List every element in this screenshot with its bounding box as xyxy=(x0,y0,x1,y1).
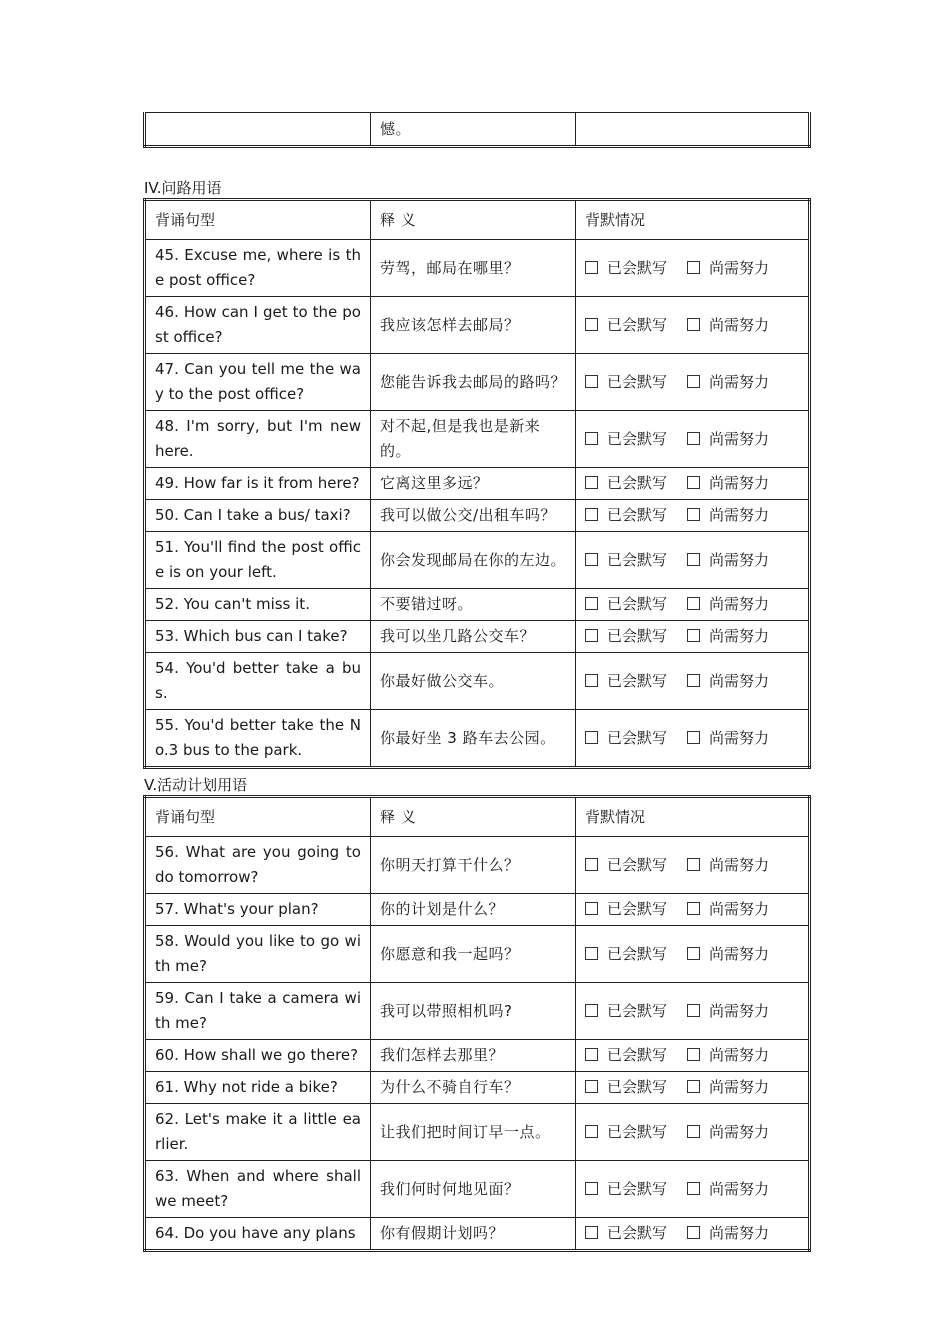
todo-checkbox[interactable] xyxy=(687,1080,700,1093)
status-cell xyxy=(576,1104,810,1161)
todo-option-label: 尚需努力 xyxy=(709,944,770,963)
done-checkbox[interactable] xyxy=(585,508,598,521)
status-cell xyxy=(576,837,810,894)
sentence-cell: 52. You can't miss it. xyxy=(145,589,371,621)
meaning-cell: 你愿意和我一起吗？ xyxy=(371,926,576,983)
todo-option-label: 尚需努力 xyxy=(709,474,770,492)
sentence-cell: 55. You'd better take the No.3 bus to the park. xyxy=(145,710,371,768)
done-option-label: 已会默写 xyxy=(607,1001,668,1020)
sentence-cell: 58. Would you like to go with me? xyxy=(145,926,371,983)
status-cell xyxy=(576,500,810,532)
todo-option-label: 尚需努力 xyxy=(709,506,770,524)
done-option-label: 已会默写 xyxy=(607,315,668,334)
done-option-label: 已会默写 xyxy=(607,258,668,277)
todo-checkbox[interactable] xyxy=(687,902,700,915)
meaning-cell: 我们怎样去那里？ xyxy=(371,1040,576,1072)
done-option-label: 已会默写 xyxy=(607,944,668,963)
sentence-cell: 49. How far is it from here? xyxy=(145,468,371,500)
meaning-cell: 你会发现邮局在你的左边。 xyxy=(371,532,576,589)
todo-option-label: 尚需努力 xyxy=(709,1046,770,1064)
sentence-cell: 54. You'd better take a bus. xyxy=(145,653,371,710)
status-cell xyxy=(576,589,810,621)
todo-checkbox[interactable] xyxy=(687,1048,700,1061)
sentence-cell: 48. I'm sorry, but I'm new here. xyxy=(145,411,371,468)
sentence-cell: 59. Can I take a camera with me? xyxy=(145,983,371,1040)
meaning-cell: 你有假期计划吗？ xyxy=(371,1218,576,1251)
todo-checkbox[interactable] xyxy=(687,476,700,489)
status-cell xyxy=(576,653,810,710)
header-status: 背默情况 xyxy=(576,200,810,240)
todo-checkbox[interactable] xyxy=(687,597,700,610)
done-checkbox[interactable] xyxy=(585,1182,598,1195)
table-row xyxy=(145,983,810,1040)
done-checkbox[interactable] xyxy=(585,375,598,388)
done-option-label: 已会默写 xyxy=(607,1224,668,1242)
table-row xyxy=(145,411,810,468)
sentence-cell: 57. What's your plan? xyxy=(145,894,371,926)
todo-option-label: 尚需努力 xyxy=(709,900,770,918)
done-checkbox[interactable] xyxy=(585,1226,598,1239)
table-row xyxy=(145,710,810,768)
section-title-plans: V.活动计划用语 xyxy=(144,776,248,794)
table-row xyxy=(145,1040,810,1072)
header-sentence: 背诵句型 xyxy=(145,200,371,240)
status-cell xyxy=(576,297,810,354)
todo-option-label: 尚需努力 xyxy=(709,855,770,874)
table-row xyxy=(145,1218,810,1251)
fragment-cell-status xyxy=(576,113,810,147)
done-checkbox[interactable] xyxy=(585,476,598,489)
todo-option-label: 尚需努力 xyxy=(709,429,770,448)
table-row xyxy=(145,240,810,297)
done-checkbox[interactable] xyxy=(585,858,598,871)
todo-option-label: 尚需努力 xyxy=(709,315,770,334)
table-row xyxy=(145,894,810,926)
meaning-cell: 不要错过呀。 xyxy=(371,589,576,621)
table-row xyxy=(145,500,810,532)
todo-checkbox[interactable] xyxy=(687,858,700,871)
meaning-cell: 我可以坐几路公交车？ xyxy=(371,621,576,653)
todo-checkbox[interactable] xyxy=(687,318,700,331)
todo-checkbox[interactable] xyxy=(687,731,700,744)
status-cell xyxy=(576,983,810,1040)
meaning-cell: 它离这里多远？ xyxy=(371,468,576,500)
meaning-cell: 我可以做公交/出租车吗？ xyxy=(371,500,576,532)
meaning-cell: 我们何时何地见面？ xyxy=(371,1161,576,1218)
meaning-cell: 我可以带照相机吗? xyxy=(371,983,576,1040)
status-cell xyxy=(576,240,810,297)
status-cell xyxy=(576,621,810,653)
status-cell xyxy=(576,532,810,589)
table-row xyxy=(145,1161,810,1218)
sentence-cell: 46. How can I get to the post office? xyxy=(145,297,371,354)
todo-checkbox[interactable] xyxy=(687,674,700,687)
done-checkbox[interactable] xyxy=(585,1004,598,1017)
todo-checkbox[interactable] xyxy=(687,553,700,566)
todo-checkbox[interactable] xyxy=(687,261,700,274)
todo-checkbox[interactable] xyxy=(687,508,700,521)
status-cell xyxy=(576,1161,810,1218)
done-option-label: 已会默写 xyxy=(607,595,668,613)
todo-option-label: 尚需努力 xyxy=(709,627,770,645)
sentence-cell: 53. Which bus can I take? xyxy=(145,621,371,653)
status-cell xyxy=(576,1218,810,1251)
sentence-cell: 50. Can I take a bus/ taxi? xyxy=(145,500,371,532)
meaning-cell: 劳驾，邮局在哪里？ xyxy=(371,240,576,297)
status-cell xyxy=(576,1072,810,1104)
header-meaning: 释 义 xyxy=(371,797,576,837)
meaning-cell: 让我们把时间订早一点。 xyxy=(371,1104,576,1161)
status-cell xyxy=(576,894,810,926)
done-option-label: 已会默写 xyxy=(607,372,668,391)
table-row xyxy=(145,837,810,894)
status-cell xyxy=(576,710,810,768)
todo-option-label: 尚需努力 xyxy=(709,258,770,277)
todo-checkbox[interactable] xyxy=(687,947,700,960)
todo-option-label: 尚需努力 xyxy=(709,1179,770,1198)
todo-option-label: 尚需努力 xyxy=(709,595,770,613)
todo-option-label: 尚需努力 xyxy=(709,372,770,391)
done-checkbox[interactable] xyxy=(585,432,598,445)
done-checkbox[interactable] xyxy=(585,1125,598,1138)
table-header-row xyxy=(145,797,810,837)
sentence-cell: 62. Let's make it a little earlier. xyxy=(145,1104,371,1161)
todo-option-label: 尚需努力 xyxy=(709,1224,770,1242)
done-option-label: 已会默写 xyxy=(607,474,668,492)
done-option-label: 已会默写 xyxy=(607,1179,668,1198)
meaning-cell: 你明天打算干什么？ xyxy=(371,837,576,894)
meaning-cell: 你最好做公交车。 xyxy=(371,653,576,710)
sentence-cell: 56. What are you going to do tomorrow? xyxy=(145,837,371,894)
todo-checkbox[interactable] xyxy=(687,1004,700,1017)
meaning-cell: 为什么不骑自行车？ xyxy=(371,1072,576,1104)
todo-option-label: 尚需努力 xyxy=(709,671,770,690)
sentence-cell: 61. Why not ride a bike? xyxy=(145,1072,371,1104)
todo-option-label: 尚需努力 xyxy=(709,550,770,569)
done-checkbox[interactable] xyxy=(585,731,598,744)
table-row xyxy=(145,621,810,653)
done-option-label: 已会默写 xyxy=(607,900,668,918)
done-checkbox[interactable] xyxy=(585,629,598,642)
sentence-cell: 47. Can you tell me the way to the post office? xyxy=(145,354,371,411)
meaning-cell: 我应该怎样去邮局？ xyxy=(371,297,576,354)
done-option-label: 已会默写 xyxy=(607,429,668,448)
todo-checkbox[interactable] xyxy=(687,1125,700,1138)
meaning-cell: 你最好坐 3 路车去公园。 xyxy=(371,710,576,768)
todo-option-label: 尚需努力 xyxy=(709,728,770,747)
meaning-cell: 你的计划是什么？ xyxy=(371,894,576,926)
header-sentence: 背诵句型 xyxy=(145,797,371,837)
sentence-cell: 60. How shall we go there? xyxy=(145,1040,371,1072)
done-option-label: 已会默写 xyxy=(607,506,668,524)
table-row xyxy=(145,926,810,983)
table-row xyxy=(145,468,810,500)
todo-checkbox[interactable] xyxy=(687,432,700,445)
done-checkbox[interactable] xyxy=(585,553,598,566)
done-option-label: 已会默写 xyxy=(607,550,668,569)
status-cell xyxy=(576,354,810,411)
todo-checkbox[interactable] xyxy=(687,375,700,388)
header-status: 背默情况 xyxy=(576,797,810,837)
table-row xyxy=(145,532,810,589)
directions-table xyxy=(143,198,811,769)
done-option-label: 已会默写 xyxy=(607,1078,668,1096)
todo-checkbox[interactable] xyxy=(687,1226,700,1239)
header-meaning: 释 义 xyxy=(371,200,576,240)
done-checkbox[interactable] xyxy=(585,674,598,687)
fragment-cell-zh: 憾。 xyxy=(371,113,576,147)
status-cell xyxy=(576,468,810,500)
sentence-cell: 45. Excuse me, where is the post office? xyxy=(145,240,371,297)
done-option-label: 已会默写 xyxy=(607,855,668,874)
done-checkbox[interactable] xyxy=(585,261,598,274)
previous-table-fragment xyxy=(143,112,811,148)
todo-option-label: 尚需努力 xyxy=(709,1078,770,1096)
done-option-label: 已会默写 xyxy=(607,728,668,747)
done-checkbox[interactable] xyxy=(585,318,598,331)
todo-option-label: 尚需努力 xyxy=(709,1122,770,1141)
todo-option-label: 尚需努力 xyxy=(709,1001,770,1020)
done-checkbox[interactable] xyxy=(585,1048,598,1061)
done-option-label: 已会默写 xyxy=(607,671,668,690)
status-cell xyxy=(576,1040,810,1072)
status-cell xyxy=(576,411,810,468)
done-option-label: 已会默写 xyxy=(607,627,668,645)
sentence-cell: 64. Do you have any plans xyxy=(145,1218,371,1251)
section-title-directions: IV.问路用语 xyxy=(144,179,222,197)
status-cell xyxy=(576,926,810,983)
done-option-label: 已会默写 xyxy=(607,1046,668,1064)
done-option-label: 已会默写 xyxy=(607,1122,668,1141)
sentence-cell: 51. You'll find the post office is on your left. xyxy=(145,532,371,589)
fragment-cell-en xyxy=(145,113,371,147)
table-row xyxy=(145,589,810,621)
table-row xyxy=(145,653,810,710)
table-row xyxy=(145,1072,810,1104)
sentence-cell: 63. When and where shall we meet? xyxy=(145,1161,371,1218)
meaning-cell: 您能告诉我去邮局的路吗？ xyxy=(371,354,576,411)
meaning-cell: 对不起,但是我也是新来的。 xyxy=(371,411,576,468)
table-row xyxy=(145,354,810,411)
done-checkbox[interactable] xyxy=(585,597,598,610)
plans-table xyxy=(143,795,811,1252)
table-header-row xyxy=(145,200,810,240)
done-checkbox[interactable] xyxy=(585,947,598,960)
done-checkbox[interactable] xyxy=(585,1080,598,1093)
table-row xyxy=(145,297,810,354)
table-row xyxy=(145,1104,810,1161)
todo-checkbox[interactable] xyxy=(687,1182,700,1195)
todo-checkbox[interactable] xyxy=(687,629,700,642)
done-checkbox[interactable] xyxy=(585,902,598,915)
